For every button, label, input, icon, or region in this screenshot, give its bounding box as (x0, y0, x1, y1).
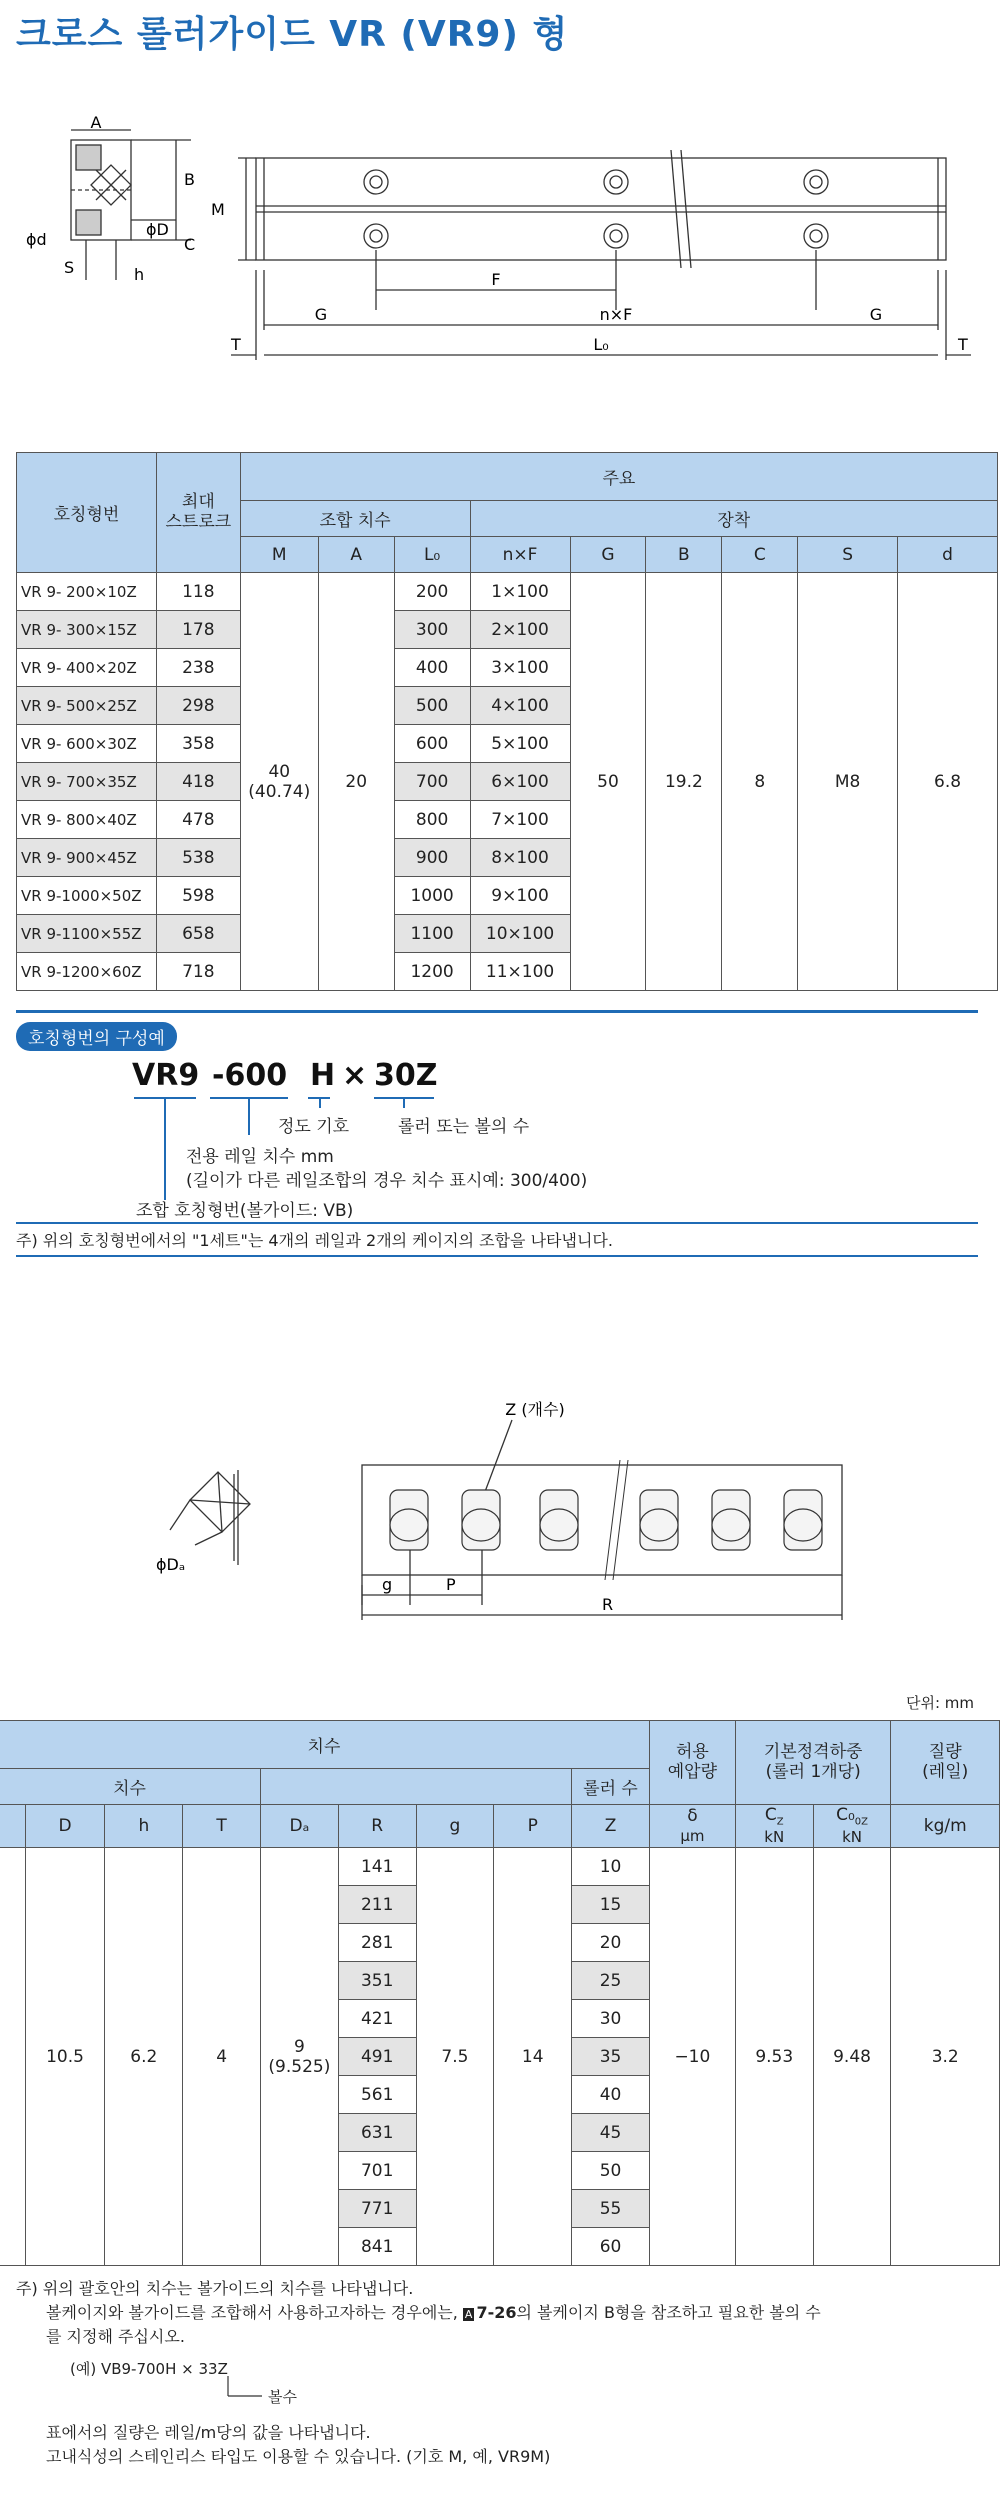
dim-S: S (64, 258, 75, 277)
part-rollers: 30Z (374, 1058, 438, 1093)
dim-nF: n×F (599, 305, 633, 324)
cell-A: 20 (318, 573, 394, 991)
col-C0: $C_0_{0Z}$ kN (813, 1805, 891, 1848)
cell-g: 7.5 (416, 1848, 494, 2266)
cell-nF: 8×100 (470, 839, 570, 877)
dim-L0: L₀ (593, 335, 609, 354)
cell-nF: 10×100 (470, 915, 570, 953)
cell-d: 6.8 (898, 573, 998, 991)
example-leader (226, 2376, 266, 2402)
cell-stroke: 598 (156, 877, 240, 915)
note-4: 표에서의 질량은 레일/m당의 값을 나타냅니다. (46, 2423, 371, 2442)
header-stroke: 최대 스트로크 (156, 453, 240, 573)
cell-T: 4 (183, 1848, 261, 2266)
cell-Z: 50 (572, 2152, 650, 2190)
dim-B: B (184, 170, 195, 189)
unit-label: 단위: mm (906, 1694, 975, 1712)
cell-model: VR 9- 800×40Z (17, 801, 157, 839)
ref-icon: A (464, 2308, 473, 2321)
cell-Da: 9 (9.525) (261, 1848, 339, 2266)
cell-Z: 15 (572, 1886, 650, 1924)
cell-L0: 800 (394, 801, 470, 839)
cell-R: 631 (338, 2114, 416, 2152)
cell-C0: 9.48 (813, 1848, 891, 2266)
cell-stroke: 358 (156, 725, 240, 763)
col-g: g (416, 1805, 494, 1848)
dim-T-left: T (231, 335, 241, 354)
dim-phi-D: ϕD (146, 220, 169, 239)
cell-stroke: 478 (156, 801, 240, 839)
dim-P: P (446, 1575, 456, 1594)
col-delta: δ μm (649, 1805, 735, 1848)
col-T: T (183, 1805, 261, 1848)
cell-model: VR 9- 500×25Z (17, 687, 157, 725)
cell-stroke: 538 (156, 839, 240, 877)
cell-R: 491 (338, 2038, 416, 2076)
section-divider (16, 1010, 978, 1013)
cell-model: VR 9- 400×20Z (17, 649, 157, 687)
cell-nF: 7×100 (470, 801, 570, 839)
header-main: 주요 (240, 453, 997, 501)
cell-R: 141 (338, 1848, 416, 1886)
cell-L0: 1100 (394, 915, 470, 953)
roller-count-label: Z (개수) (505, 1400, 565, 1419)
rail-size-note: (길이가 다른 레일조합의 경우 치수 표시예: 300/400) (186, 1171, 588, 1191)
cell-model: VR 9- 900×45Z (17, 839, 157, 877)
cell-stroke: 298 (156, 687, 240, 725)
cell-stroke: 178 (156, 611, 240, 649)
cell-nF: 11×100 (470, 953, 570, 991)
cell-delta: −10 (649, 1848, 735, 2266)
cell-Z: 25 (572, 1962, 650, 2000)
cell-L0: 1200 (394, 953, 470, 991)
cell-nF: 1×100 (470, 573, 570, 611)
note-5: 고내식성의 스테인리스 타입도 이용할 수 있습니다. (기호 M, 예, VR9M) (46, 2447, 551, 2466)
header-load: 기본정격하중 (롤러 1개당) (735, 1721, 891, 1805)
part-accuracy: H (310, 1058, 336, 1093)
cell-L0: 500 (394, 687, 470, 725)
cell-L0: 300 (394, 611, 470, 649)
dim-A: A (90, 113, 102, 132)
cell-Z: 45 (572, 2114, 650, 2152)
col-Z: Z (572, 1805, 650, 1848)
header-mount: 장착 (470, 501, 997, 537)
cell-L0: 1000 (394, 877, 470, 915)
header-dim-sub: 치수 (0, 1769, 261, 1805)
part-times: × (342, 1058, 368, 1093)
col-C: C (722, 537, 798, 573)
dim-phi-Da: ϕDₐ (156, 1555, 186, 1574)
cell-C: 9.53 (735, 1848, 813, 2266)
col-d: d (898, 537, 998, 573)
rail-size-label: 전용 레일 치수 mm (186, 1147, 334, 1167)
cell-R: 561 (338, 2076, 416, 2114)
page-ref-link[interactable]: 7-26 (476, 2303, 517, 2322)
cell-R: 211 (338, 1886, 416, 1924)
part-series: VR9 (132, 1058, 200, 1093)
cell-D: 10.5 (25, 1848, 105, 2266)
rollers-label: 롤러 또는 볼의 수 (398, 1117, 530, 1137)
col-Da: Dₐ (261, 1805, 339, 1848)
dim-C: C (184, 235, 196, 254)
combination-label: 조합 호칭형번(볼가이드: VB) (136, 1201, 354, 1221)
dim-G-left: G (314, 305, 328, 324)
section-divider (16, 1255, 978, 1257)
dim-g: g (382, 1575, 393, 1594)
col-P: P (494, 1805, 572, 1848)
cell-L0: 600 (394, 725, 470, 763)
col-L0: L₀ (394, 537, 470, 573)
cell-S: M8 (798, 573, 898, 991)
cell-stroke: 238 (156, 649, 240, 687)
cell-Z: 60 (572, 2228, 650, 2266)
col-C: $C_Z$ kN (735, 1805, 813, 1848)
cell-G: 50 (570, 573, 646, 991)
accuracy-label: 정도 기호 (278, 1117, 350, 1137)
cell-model: VR 9- 600×30Z (17, 725, 157, 763)
cell-nF: 6×100 (470, 763, 570, 801)
header-dim: 치수 (0, 1721, 649, 1769)
col-D: D (25, 1805, 105, 1848)
example-order: (예) VB9-700H × 33Z (70, 2360, 228, 2378)
cell-stroke: 118 (156, 573, 240, 611)
cell-L0: 900 (394, 839, 470, 877)
cell-L0: 400 (394, 649, 470, 687)
spec-table-1 (16, 452, 998, 991)
note-2: 볼케이지와 볼가이드를 조합해서 사용하고자하는 경우에는, A 7-26의 볼케이지 B형을 참조하고 필요한 볼의 수 (46, 2303, 821, 2322)
cell-Z: 10 (572, 1848, 650, 1886)
dim-phi-d: ϕd (26, 230, 47, 249)
dim-R: R (602, 1595, 614, 1614)
cell-nF: 2×100 (470, 611, 570, 649)
cell-Z: 40 (572, 2076, 650, 2114)
section-divider (16, 1222, 978, 1224)
naming-note: 주) 위의 호칭형번에서의 "1세트"는 4개의 레일과 2개의 케이지의 조합을 나타냅니다. (16, 1231, 613, 1250)
table-row (17, 573, 998, 611)
col-R: R (338, 1805, 416, 1848)
spec-table-2 (0, 1720, 1000, 2266)
note-3: 를 지정해 주십시오. (46, 2327, 185, 2346)
cell-R: 351 (338, 1962, 416, 2000)
note-1: 주) 위의 괄호안의 치수는 볼가이드의 치수를 나타냅니다. (16, 2279, 414, 2298)
cell-nF: 9×100 (470, 877, 570, 915)
cell-Z: 35 (572, 2038, 650, 2076)
cell-C: 8 (722, 573, 798, 991)
col-B: B (646, 537, 722, 573)
cell-R: 281 (338, 1924, 416, 1962)
cell-R: 421 (338, 2000, 416, 2038)
cell-Z: 30 (572, 2000, 650, 2038)
example-ball-label: 볼수 (268, 2388, 297, 2406)
header-mass: 질량 (레일) (891, 1721, 1000, 1805)
cell-R: 771 (338, 2190, 416, 2228)
col-A: A (318, 537, 394, 573)
cell-nF: 3×100 (470, 649, 570, 687)
cell-Z: 55 (572, 2190, 650, 2228)
cell-L0: 200 (394, 573, 470, 611)
col-nF: n×F (470, 537, 570, 573)
cell-stroke: 658 (156, 915, 240, 953)
dim-M: M (211, 200, 225, 219)
dim-G-right: G (869, 305, 883, 324)
col-mass-unit: kg/m (891, 1805, 1000, 1848)
cell-model: VR 9- 200×10Z (17, 573, 157, 611)
header-comb: 조합 치수 (240, 501, 470, 537)
cell-model: VR 9-1000×50Z (17, 877, 157, 915)
cell-model: VR 9- 300×15Z (17, 611, 157, 649)
dim-T-right: T (958, 335, 968, 354)
cell-R: 701 (338, 2152, 416, 2190)
header-model: 호칭형번 (17, 453, 157, 573)
dim-F: F (491, 270, 501, 289)
rail-drawing (16, 110, 986, 380)
header-rollers: 롤러 수 (572, 1769, 650, 1805)
part-length: -600 (212, 1058, 288, 1093)
table-row (0, 1848, 1000, 1886)
cell-nF: 5×100 (470, 725, 570, 763)
cell-model: VR 9- 700×35Z (17, 763, 157, 801)
cell-stroke: 718 (156, 953, 240, 991)
cell-mass: 3.2 (891, 1848, 1000, 2266)
cell-nF: 4×100 (470, 687, 570, 725)
cell-model: VR 9-1100×55Z (17, 915, 157, 953)
col-M: M (240, 537, 318, 573)
col-h: h (105, 1805, 183, 1848)
cell-Z: 20 (572, 1924, 650, 1962)
dim-h: h (134, 265, 145, 284)
cell-M: 40 (40.74) (240, 573, 318, 991)
cell-model: VR 9-1200×60Z (17, 953, 157, 991)
cell-R: 841 (338, 2228, 416, 2266)
cell-stroke: 418 (156, 763, 240, 801)
cage-drawing (150, 1390, 870, 1640)
col-G: G (570, 537, 646, 573)
naming-example-badge: 호칭형번의 구성예 (16, 1022, 177, 1051)
cell-B: 19.2 (646, 573, 722, 991)
cell-L0: 700 (394, 763, 470, 801)
page-title: 크로스 롤러가이드 VR (VR9) 형 (16, 14, 569, 55)
cell-P: 14 (494, 1848, 572, 2266)
col-S: S (798, 537, 898, 573)
header-preload: 허용 예압량 (649, 1721, 735, 1805)
cell-h: 6.2 (105, 1848, 183, 2266)
